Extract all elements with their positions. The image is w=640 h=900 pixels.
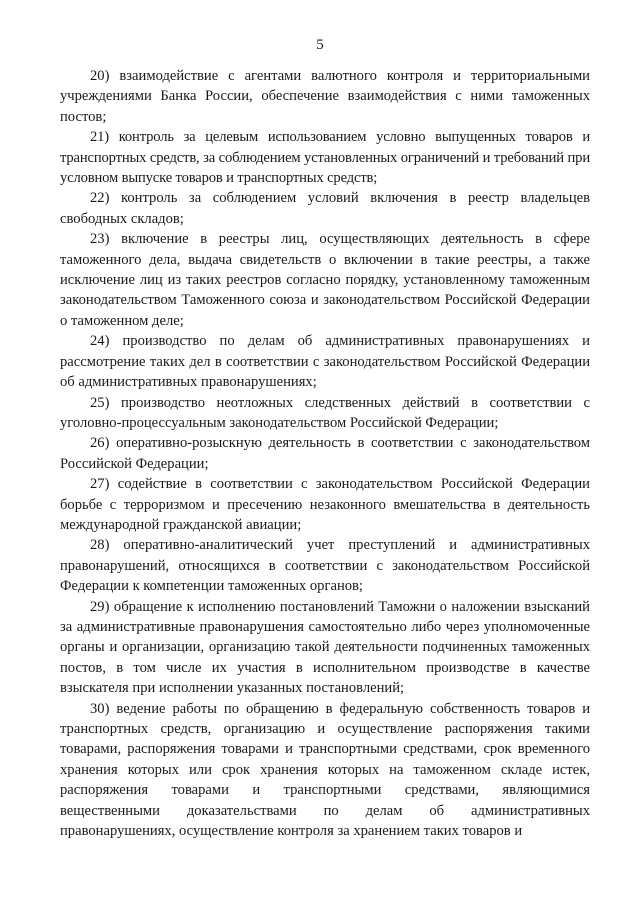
list-item-22: 22) контроль за соблюдением условий включения в реестр владельцев свободных складов; — [60, 190, 590, 227]
list-item-30: 30) ведение работы по обращению в федеральную собственность товаров и транспортных средств, организацию и осуществление распоряжения такими товарами, распоряжения товарами и транспортными средствами, срок временного хранения которых или срок хранения которых на таможенном складе истек, распоряжения товарами и транспортными средствами, являющимися вещественными доказательствами по делам об административных правонарушениях, осуществление контроля за хранением таких товаров и — [60, 700, 590, 840]
document-body — [60, 66, 590, 841]
page-number: 5 — [316, 37, 324, 53]
list-item-20: 20) взаимодействие с агентами валютного контроля и территориальными учреждениями Банка России, обеспечение взаимодействия с ними таможенных постов; — [60, 68, 590, 125]
list-item-29: 29) обращение к исполнению постановлений Таможни о наложении взысканий за административные правонарушения самостоятельно либо через уполномоченные органы и организации, организацию такой деятельности подчиненных таможенных постов, в том числе их участия в исполнительном производстве в качестве взыскателя при исполнении указанных постановлений; — [60, 598, 590, 697]
list-item-23: 23) включение в реестры лиц, осуществляющих деятельность в сфере таможенного дела, выдача свидетельств о включении в такие реестры, а также исключение лиц из таких реестров согласно порядку, установленному таможенным законодательством Таможенного союза и законодательством Российской Федерации о таможенном деле; — [60, 231, 590, 329]
list-item-24: 24) производство по делам об административных правонарушениях и рассмотрение таких дел в соответствии с законодательством Российской Федерации об административных правонарушениях; — [60, 333, 590, 391]
list-item-25: 25) производство неотложных следственных действий в соответствии с уголовно-процессуальным законодательством Российской Федерации; — [60, 394, 590, 431]
list-item-21: 21) контроль за целевым использованием условно выпущенных товаров и транспортных средств, за соблюдением установленных ограничений и требований при условном выпуске товаров и транспортных средств; — [60, 129, 590, 187]
list-item-27: 27) содействие в соответствии с законодательством Российской Федерации борьбе с терроризмом и пресечению незаконного вмешательства в деятельность международной гражданской авиации; — [60, 476, 590, 533]
list-item-26: 26) оперативно-розыскную деятельность в соответствии с законодательством Российской Федерации; — [60, 435, 590, 472]
list-item-28: 28) оперативно-аналитический учет преступлений и административных правонарушений, относящихся в соответствии с законодательством Российской Федерации к компетенции таможенных органов; — [60, 537, 590, 595]
